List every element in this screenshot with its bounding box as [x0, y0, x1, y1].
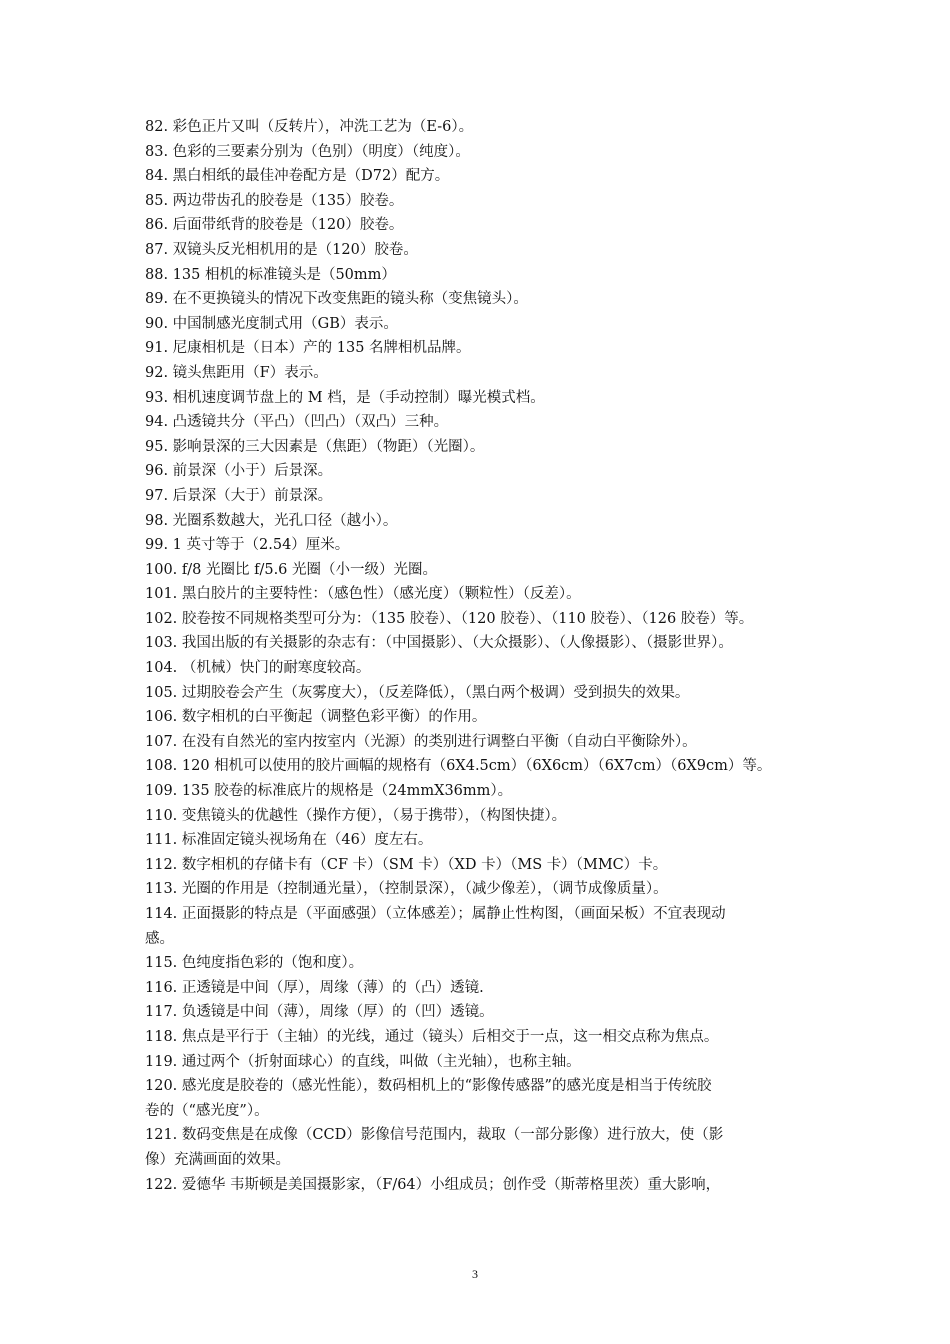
document-body	[145, 115, 810, 1197]
text-line: 114. 正面摄影的特点是（平面感强）（立体感差）；属静止性构图，（画面呆板）不宜表现动	[145, 906, 726, 922]
text-line: 119. 通过两个（折射面球心）的直线，叫做（主光轴），也称主轴。	[145, 1053, 581, 1070]
text-line: 84. 黑白相纸的最佳冲卷配方是（D72）配方。	[145, 168, 450, 185]
text-line: 94. 凸透镜共分（平凸）（凹凸）（双凸）三种。	[145, 414, 449, 431]
text-line: 89. 在不更换镜头的情况下改变焦距的镜头称（变焦镜头）。	[145, 291, 528, 308]
text-line: 102. 胶卷按不同规格类型可分为：（135 胶卷）、（120 胶卷）、（110 胶卷）、（126 胶卷）等。	[145, 610, 754, 627]
text-line: 122. 爱德华 韦斯顿是美国摄影家，（F/64）小组成员；创作受（斯蒂格里茨）重大影响，	[145, 1176, 721, 1193]
text-line: 110. 变焦镜头的优越性（操作方便），（易于携带），（构图快捷）。	[145, 807, 567, 824]
text-line: 98. 光圈系数越大，光孔口径（越小）。	[145, 512, 398, 529]
text-line: 93. 相机速度调节盘上的 M 档，是（手动控制）曝光模式档。	[145, 389, 545, 406]
text-line: 111. 标准固定镜头视场角在（46）度左右。	[145, 832, 433, 849]
text-line: 88. 135 相机的标准镜头是（50mm）	[145, 266, 396, 283]
text-line: 106. 数字相机的白平衡起（调整色彩平衡）的作用。	[145, 709, 487, 726]
text-line: 121. 数码变焦是在成像（CCD）影像信号范围内，裁取（一部分影像）进行放大，使（影	[145, 1127, 724, 1144]
text-line: 95. 影响景深的三大因素是（焦距）（物距）（光圈）。	[145, 438, 485, 455]
text-line: 116. 正透镜是中间（厚），周缘（薄）的（凸）透镜.	[145, 979, 484, 996]
text-line: 104. （机械）快门的耐寒度较高。	[145, 660, 371, 677]
text-line: 113. 光圈的作用是（控制通光量），（控制景深），（减少像差），（调节成像质量）。	[145, 881, 668, 898]
text-line: 85. 两边带齿孔的胶卷是（135）胶卷。	[145, 192, 404, 209]
text-line: 96. 前景深（小于）后景深。	[145, 463, 333, 480]
text-line: 86. 后面带纸背的胶卷是（120）胶卷。	[145, 217, 404, 234]
text-line: 感。	[145, 930, 174, 947]
text-line: 103. 我国出版的有关摄影的杂志有：（中国摄影）、（大众摄影）、（人像摄影）、（摄影世界）。	[145, 635, 733, 652]
text-line: 像）充满画面的效果。	[145, 1151, 290, 1168]
text-line: 87. 双镜头反光相机用的是（120）胶卷。	[145, 241, 418, 258]
text-line: 107. 在没有自然光的室内按室内（光源）的类别进行调整白平衡（自动白平衡除外）。	[145, 733, 697, 750]
text-line: 120. 感光度是胶卷的（感光性能），数码相机上的“影像传感器”的感光度是相当于传统胶	[145, 1078, 712, 1095]
text-line: 105. 过期胶卷会产生（灰雾度大），（反差降低），（黑白两个极调）受到损失的效果。	[145, 684, 690, 701]
text-line: 90. 中国制感光度制式用（GB）表示。	[145, 315, 398, 332]
text-line: 91. 尼康相机是（日本）产的 135 名牌相机品牌。	[145, 340, 471, 357]
page-number: 3	[472, 1267, 478, 1281]
text-line: 108. 120 相机可以使用的胶片画幅的规格有（6X4.5cm）（6X6cm）（6X7cm）（6X9cm）等。	[145, 758, 772, 775]
text-line: 115. 色纯度指色彩的（饱和度）。	[145, 955, 364, 972]
text-line: 99. 1 英寸等于（2.54）厘米。	[145, 537, 350, 554]
text-line: 112. 数字相机的存储卡有（CF 卡）（SM 卡）（XD 卡）（MS 卡）（MMC）卡。	[145, 856, 668, 873]
text-line: 101. 黑白胶片的主要特性：（感色性）（感光度）（颗粒性）（反差）。	[145, 586, 581, 603]
text-line: 97. 后景深（大于）前景深。	[145, 487, 333, 504]
text-line: 82. 彩色正片又叫（反转片），冲洗工艺为（E-6）。	[145, 119, 474, 135]
text-line: 100. f/8 光圈比 f/5.6 光圈（小一级）光圈。	[145, 561, 438, 578]
text-line: 109. 135 胶卷的标准底片的规格是（24mmX36mm）。	[145, 783, 513, 800]
text-line: 118. 焦点是平行于（主轴）的光线，通过（镜头）后相交于一点，这一相交点称为焦点。	[145, 1028, 719, 1045]
text-line: 83. 色彩的三要素分别为（色别）（明度）（纯度）。	[145, 143, 470, 160]
text-line: 92. 镜头焦距用（F）表示。	[145, 364, 328, 381]
text-line: 卷的（“感光度”）。	[145, 1102, 269, 1119]
text-line: 117. 负透镜是中间（薄），周缘（厚）的（凹）透镜。	[145, 1004, 494, 1021]
